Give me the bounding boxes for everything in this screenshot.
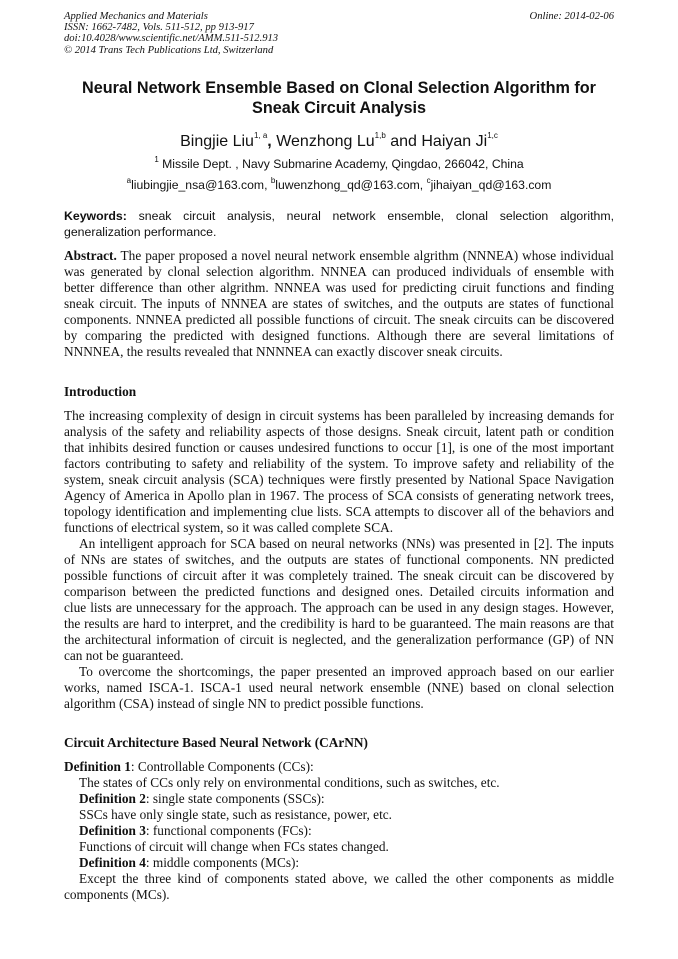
line-text: analysis of the safety and reliability aspects of those designs. Sneak circuit, latent path or condition bbox=[64, 424, 614, 439]
text-line bbox=[64, 440, 614, 456]
line-text: works, named ISCA-1. ISCA-1 used neural network ensemble (NNE) based on clonal selection bbox=[64, 680, 614, 695]
doi: doi:10.4028/www.scientific.net/AMM.511-512.913 bbox=[64, 33, 279, 45]
text-line bbox=[64, 520, 614, 536]
line-text: better difference than other algrithm. NNNEA was used for predicting ciruit functions and finding bbox=[64, 280, 614, 295]
copyright: © 2014 Trans Tech Publications Ltd, Switzerland bbox=[64, 44, 274, 56]
bold-lead: Definition 4 bbox=[79, 855, 146, 870]
affiliation-text: Missile Dept. , Navy Submarine Academy, Qingdao, 266042, China bbox=[158, 157, 524, 171]
text-line bbox=[64, 775, 614, 791]
author-name: Wenzhong Lu bbox=[276, 133, 375, 150]
line-text: topology identification and implementing clue lists. SCA attempts to discover all of the behaviors and bbox=[64, 504, 614, 519]
text-line bbox=[64, 296, 614, 312]
text-line bbox=[64, 807, 614, 823]
text-line bbox=[64, 887, 614, 903]
keywords bbox=[64, 208, 614, 240]
text-line bbox=[64, 568, 614, 584]
line-text: components (MCs). bbox=[64, 887, 170, 902]
text-line bbox=[64, 536, 614, 552]
line-text: : functional components (FCs): bbox=[145, 823, 312, 838]
text-line bbox=[64, 264, 614, 280]
line-text: factors contributing to safety and reliability of the system. To improve safety and reliability of the bbox=[64, 456, 614, 471]
line-text: An intelligent approach for SCA based on neural networks (NNs) was presented in [2]. The inputs bbox=[79, 536, 614, 551]
author-sup: 1,b bbox=[374, 131, 386, 140]
line-text: system, sneak circuit analysis (SCA) techniques were firstly presented by National Space Navigation bbox=[64, 472, 614, 487]
line-text: The increasing complexity of design in circuit systems has been paralleled by increasing demands for bbox=[64, 408, 614, 423]
author-separator: , bbox=[267, 133, 272, 150]
email-sup: c bbox=[426, 176, 431, 185]
section-heading-carnn: Circuit Architecture Based Neural Network (CArNN) bbox=[64, 735, 368, 750]
title-line: Neural Network Ensemble Based on Clonal Selection Algorithm for bbox=[82, 79, 596, 97]
text-line bbox=[64, 488, 614, 504]
text-line bbox=[64, 759, 614, 775]
author-sup: 1, a bbox=[253, 131, 268, 140]
text-line bbox=[64, 456, 614, 472]
bold-lead: Keywords: bbox=[64, 209, 127, 223]
title-line: Sneak Circuit Analysis bbox=[252, 98, 426, 117]
line-text: : middle components (MCs): bbox=[145, 855, 300, 870]
text-line bbox=[64, 552, 614, 568]
line-text: clue lists are unnecessary for the approach. The approach can be used in any design stages. However, bbox=[64, 600, 614, 615]
text-line bbox=[64, 839, 614, 855]
line-text: Except the three kind of components stated above, we called the other components as middle bbox=[79, 871, 614, 886]
introduction-body bbox=[64, 408, 614, 712]
line-text: generalization performance. bbox=[64, 225, 217, 239]
line-text: The paper proposed a novel neural network ensemble algrithm (NNNEA) whose individual bbox=[116, 248, 614, 263]
line-text: sneak circuit analysis, neural network ensemble, clonal selection algorithm, bbox=[126, 209, 614, 223]
text-line bbox=[64, 584, 614, 600]
email[interactable]: jihaiyan_qd@163.com bbox=[430, 178, 552, 192]
issn: ISSN: 1662-7482, Vols. 511-512, pp 913-917 bbox=[64, 22, 254, 34]
line-text: sneak circuit. The inputs of NNNEA are states of switches, and the outputs are states of functional bbox=[64, 296, 614, 311]
line-text: possible functions of circuit after it was completely trained. The sneak circuit can be discovered by bbox=[64, 568, 614, 583]
journal-header bbox=[64, 11, 278, 56]
authors bbox=[0, 133, 678, 151]
line-text: : single state components (SSCs): bbox=[145, 791, 325, 806]
bold-lead: Definition 1 bbox=[64, 759, 131, 774]
author-separator: and bbox=[385, 133, 422, 150]
text-line bbox=[64, 504, 614, 520]
email-sup: a bbox=[126, 176, 132, 185]
text-line bbox=[64, 648, 614, 664]
text-line bbox=[64, 224, 614, 240]
email[interactable]: luwenzhong_qd@163.com, bbox=[275, 178, 427, 192]
text-line bbox=[64, 472, 614, 488]
online-date: Online: 2014-02-06 bbox=[529, 11, 614, 22]
line-text: functions of electrical system, so it was called complete SCA. bbox=[64, 520, 394, 535]
line-text: Agency of America in Apollo plan in 1967. The process of SCA consists of generating network trees, bbox=[64, 488, 614, 503]
text-line bbox=[64, 696, 614, 712]
line-text: : Controllable Components (CCs): bbox=[130, 759, 314, 774]
line-text: SSCs have only single state, such as resistance, power, etc. bbox=[79, 807, 392, 822]
text-line bbox=[64, 280, 614, 296]
text-line bbox=[64, 791, 614, 807]
line-text: can not be guaranteed. bbox=[64, 648, 184, 663]
text-line bbox=[64, 871, 614, 887]
carnn-definitions bbox=[64, 759, 614, 903]
text-line bbox=[64, 312, 614, 328]
bold-lead: Abstract. bbox=[64, 248, 117, 263]
bold-lead: Definition 2 bbox=[79, 791, 146, 806]
author-sup: 1,c bbox=[487, 131, 498, 140]
affiliation bbox=[0, 157, 678, 171]
text-line bbox=[64, 208, 614, 224]
text-line bbox=[64, 823, 614, 839]
line-text: To overcome the shortcomings, the paper presented an improved approach based on our earlier bbox=[79, 664, 614, 679]
section-heading-introduction: Introduction bbox=[64, 384, 137, 399]
line-text: that inhibits desired function or causes undesired functions to occur [1], is one of the most important bbox=[64, 440, 614, 455]
line-text: NNNNEA, the results revealed that NNNNEA can exactly discover sneak circuits. bbox=[64, 344, 503, 359]
line-text: of NNs are states of switches, and the outputs are states of functional components. NN predicted bbox=[64, 552, 614, 567]
text-line bbox=[64, 680, 614, 696]
line-text: algorithm (CSA) instead of single NN to predict possible functions. bbox=[64, 696, 424, 711]
text-line bbox=[64, 248, 614, 264]
text-line bbox=[64, 855, 614, 871]
paper-title bbox=[40, 79, 638, 118]
line-text: The states of CCs only rely on environmental conditions, such as switches, etc. bbox=[79, 775, 500, 790]
text-line bbox=[64, 344, 614, 360]
author-name: Bingjie Liu bbox=[180, 133, 254, 150]
line-text: was generated by clonal selection algorithm. NNNEA can produced individuals of ensemble with bbox=[64, 264, 614, 279]
text-line bbox=[64, 616, 614, 632]
bold-lead: Definition 3 bbox=[79, 823, 146, 838]
text-line bbox=[64, 600, 614, 616]
text-line bbox=[64, 632, 614, 648]
email-sup: b bbox=[270, 176, 276, 185]
author-name: Haiyan Ji bbox=[421, 133, 488, 150]
line-text: by comparing the predicted with designed functions. Although there are several limitations of bbox=[64, 328, 614, 343]
affiliation-sup: 1 bbox=[154, 155, 159, 164]
text-line bbox=[64, 664, 614, 680]
line-text: components. NNNEA predicted all possible functions of circuit. The sneak circuits can be discovered bbox=[64, 312, 614, 327]
line-text: the results are hard to interpret, and the credibility is hard to be guaranteed. The main reasons are that bbox=[64, 616, 614, 631]
line-text: the architectural information of circuit is neglected, and the generalization performance (GP) of NN bbox=[64, 632, 614, 647]
emails bbox=[0, 178, 678, 192]
journal-name: Applied Mechanics and Materials bbox=[64, 11, 208, 22]
line-text: comparison between the predicted functions and designed ones. Detailed circuits information and bbox=[64, 584, 614, 599]
email[interactable]: liubingjie_nsa@163.com, bbox=[131, 178, 271, 192]
text-line bbox=[64, 424, 614, 440]
abstract bbox=[64, 248, 614, 360]
text-line bbox=[64, 328, 614, 344]
text-line bbox=[64, 408, 614, 424]
line-text: Functions of circuit will change when FCs states changed. bbox=[79, 839, 389, 854]
